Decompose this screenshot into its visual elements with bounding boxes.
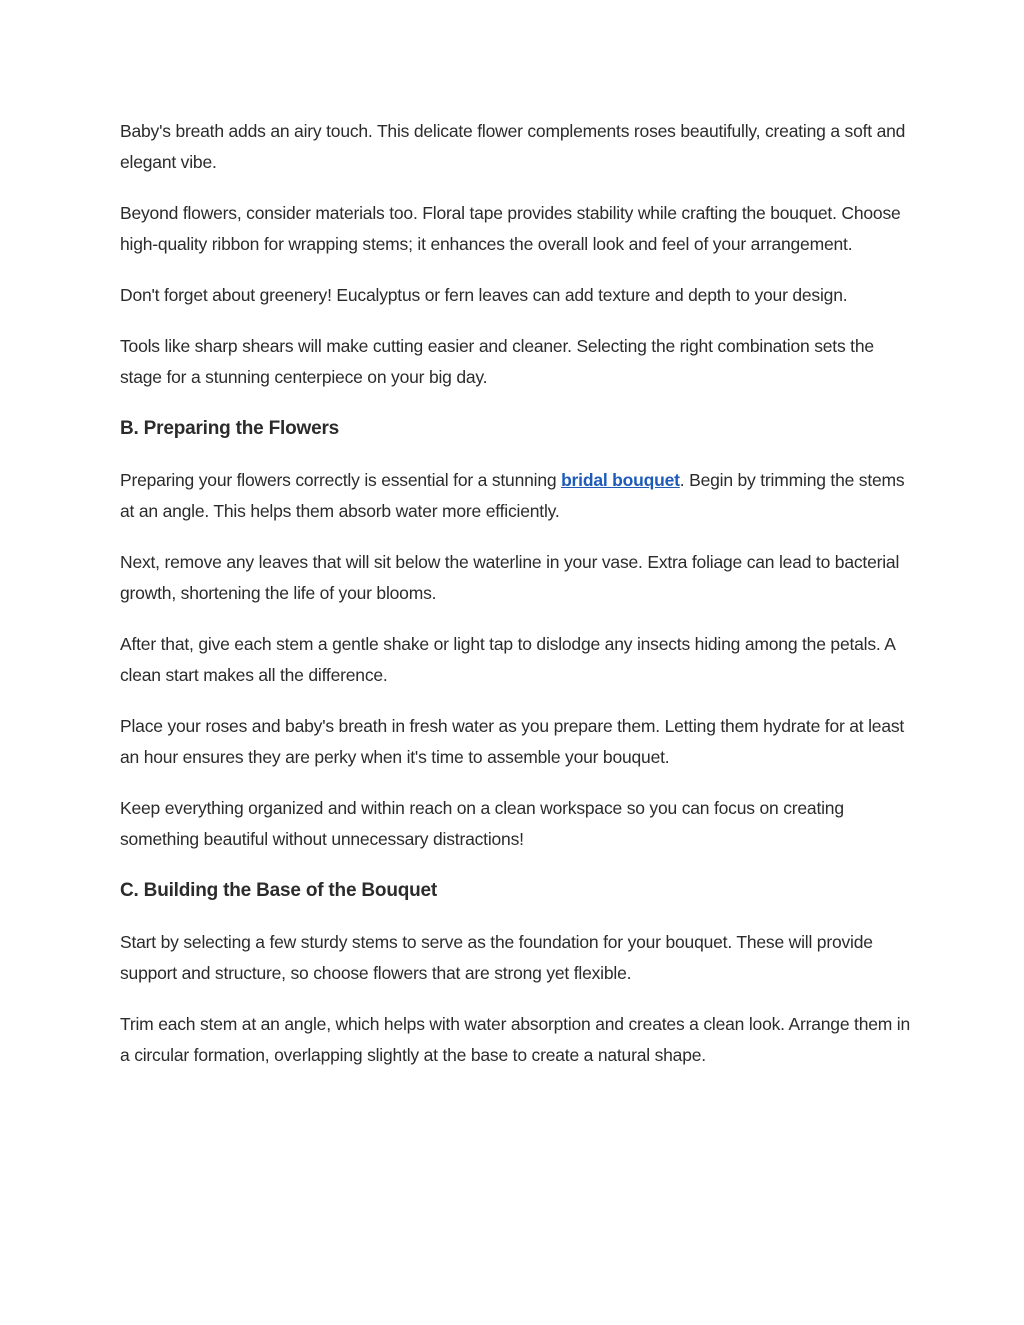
paragraph-preparing-intro [120, 465, 910, 527]
document-body [120, 116, 910, 1091]
paragraph-materials: Beyond flowers, consider materials too. Floral tape provides stability while crafting the bouquet. Choose high-quality ribbon for wrapping stems; it enhances the overall look and feel of your arrangement. [120, 203, 901, 254]
paragraph-remove-leaves: Next, remove any leaves that will sit below the waterline in your vase. Extra foliage can lead to bacterial growth, shortening the life of your blooms. [120, 552, 900, 603]
paragraph-babys-breath: Baby's breath adds an airy touch. This delicate flower complements roses beautifully, creating a soft and elegant vibe. [120, 121, 906, 172]
paragraph-greenery: Don't forget about greenery! Eucalyptus or fern leaves can add texture and depth to your design. [120, 285, 848, 305]
heading-building-base: C. Building the Base of the Bouquet [120, 880, 438, 901]
heading-preparing-flowers: B. Preparing the Flowers [120, 418, 340, 439]
paragraph-tools: Tools like sharp shears will make cutting easier and cleaner. Selecting the right combination sets the stage for a stunning centerpiece on your big day. [120, 336, 874, 387]
paragraph-organized: Keep everything organized and within reach on a clean workspace so you can focus on creating something beautiful without unnecessary distractions! [120, 798, 844, 849]
paragraph-preparing-intro-end: . Begin by trimming the stems at an angle. This helps them absorb water more efficiently. [120, 470, 905, 521]
paragraph-shake-stems: After that, give each stem a gentle shake or light tap to dislodge any insects hiding among the petals. A clean start makes all the difference. [120, 634, 895, 685]
paragraph-fresh-water: Place your roses and baby's breath in fresh water as you prepare them. Letting them hydrate for at least an hour ensures they are perky when it's time to assemble your bouquet. [120, 716, 905, 767]
paragraph-sturdy-stems: Start by selecting a few sturdy stems to serve as the foundation for your bouquet. These will provide support and structure, so choose flowers that are strong yet flexible. [120, 932, 873, 983]
paragraph-trim-arrange: Trim each stem at an angle, which helps with water absorption and creates a clean look. Arrange them in a circular formation, overlapping slightly at the base to create a natural shape. [120, 1014, 911, 1065]
bridal-bouquet-link[interactable]: bridal bouquet [561, 470, 680, 490]
paragraph-preparing-intro-start: Preparing your flowers correctly is essential for a stunning [120, 470, 562, 490]
